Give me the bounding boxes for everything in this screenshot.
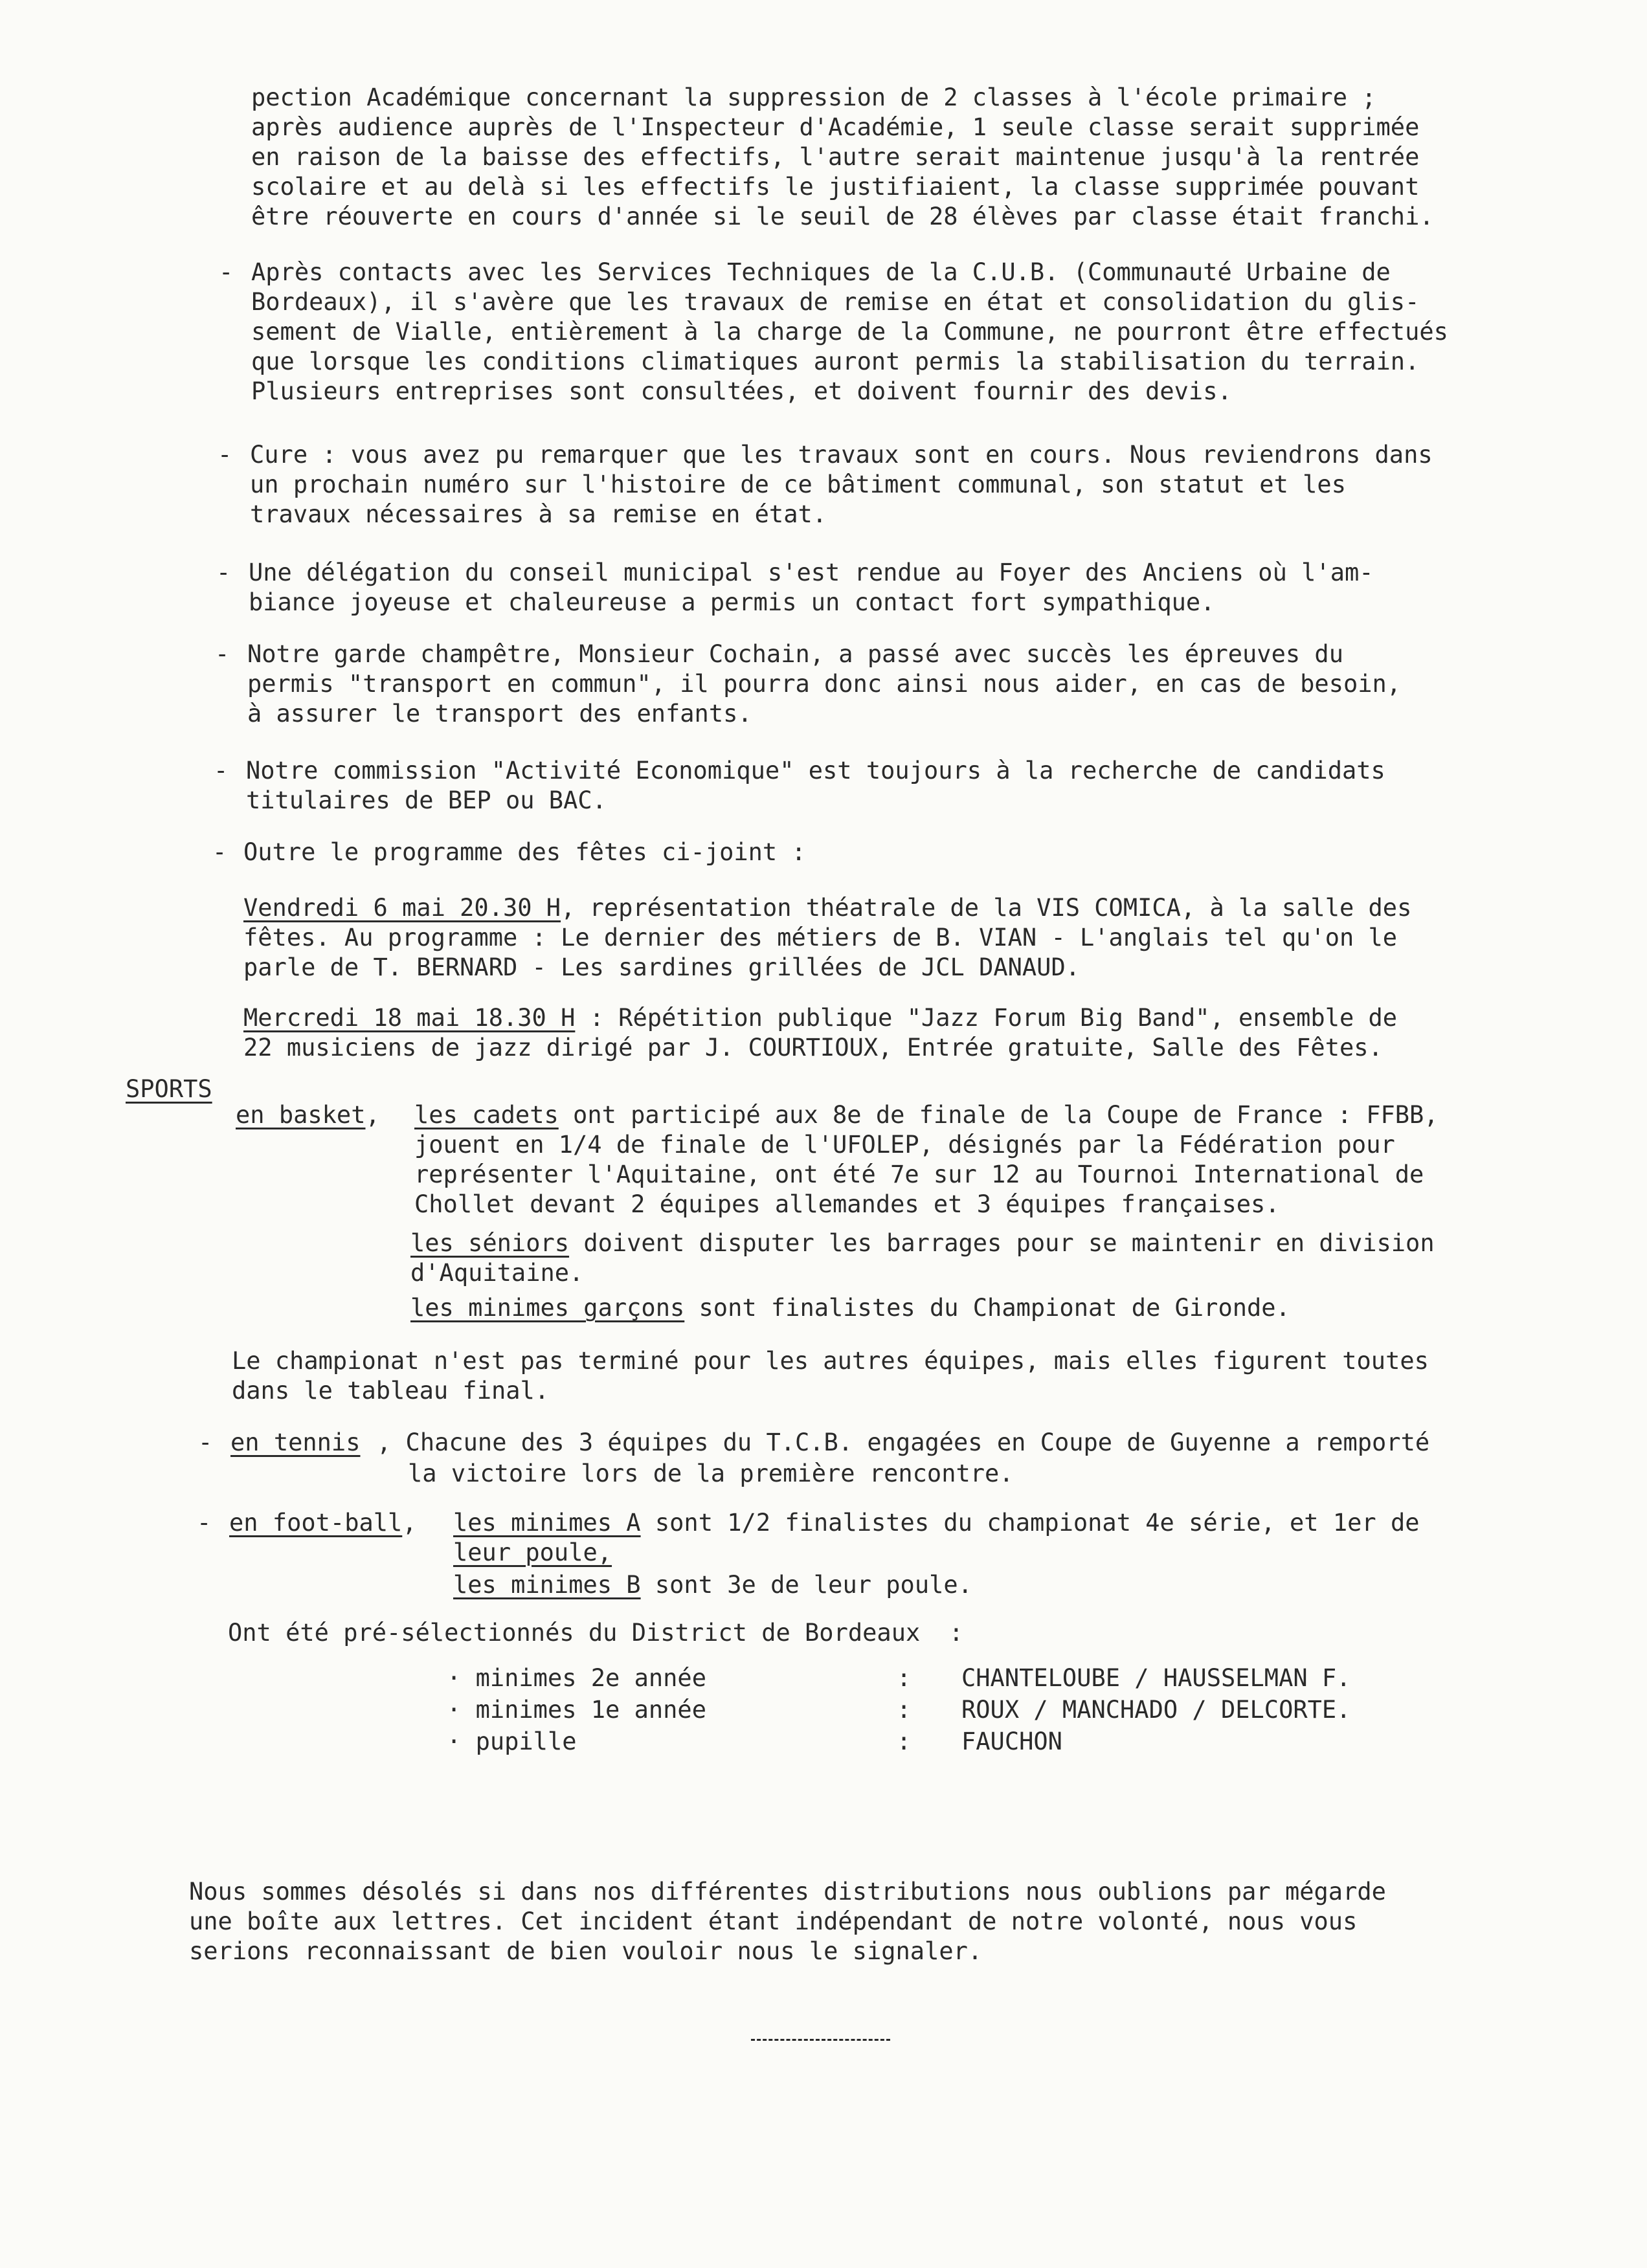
team-label: les minimes garçons [410,1294,685,1322]
table-row: · pupille : FAUCHON [447,1728,1062,1755]
basket-seniors: les séniors doivent disputer les barrages pour se maintenir en division d'Aquitaine. [410,1229,1435,1287]
team-label: les minimes B [453,1571,641,1599]
bullet-dash: - [212,838,227,866]
event-date: Mercredi 18 mai 18.30 H [243,1004,576,1032]
bullet-dash: - [197,1509,212,1537]
bullet-dash: - [219,258,234,286]
event-vendredi: Vendredi 6 mai 20.30 H, représentation théatrale de la VIS COMICA, à la salle des fêtes. Au programme : Le dernier des métiers de B. VIAN - L'anglais tel qu'on le parle de T. BERNARD - Les sardines grillées de JCL DANAUD. [243,894,1412,981]
bullet-dash: - [218,441,232,469]
event-date: Vendredi 6 mai 20.30 H [243,894,561,922]
basket-cadets: les cadets ont participé aux 8e de finale de la Coupe de France : FFBB, jouent en 1/4 de finale de l'UFOLEP, désignés par la Fédération pour représenter l'Aquitaine, ont été 7e sur 12 au Tournoi International de Chollet devant 2 équipes allemandes et 3 équipes françaises. [414,1101,1439,1218]
paragraph-commission: Notre commission "Activité Economique" est toujours à la recherche de candidats titulaires de BEP ou BAC. [246,757,1385,814]
end-separator [751,2039,890,2041]
tennis-line2: la victoire lors de la première rencontre. [408,1460,1014,1487]
table-row: · minimes 1e année : ROUX / MANCHADO / DELCORTE. [447,1696,1351,1724]
paragraph-ecoles: pection Académique concernant la suppression de 2 classes à l'école primaire ; après audience auprès de l'Inspecteur d'Académie, 1 seule classe serait supprimée en raison de la baisse des effectifs, l'autre serait maintenue jusqu'à la rentrée scolaire et au delà si les effectifs le justifiaient, la classe supprimée pouvant être réouverte en cours d'année si le seuil de 28 élèves par classe était franchi. [251,83,1434,230]
team-label: les minimes A [453,1509,641,1537]
tennis-label-line: en tennis [230,1429,361,1456]
paragraph-cure: Cure : vous avez pu remarquer que les travaux sont en cours. Nous reviendrons dans un prochain numéro sur l'histoire de ce bâtiment communal, son statut et les travaux nécessaires à sa remise en état. [250,441,1433,528]
sports-heading: SPORTS [126,1075,212,1103]
table-row: · minimes 2e année : CHANTELOUBE / HAUSSELMAN F. [447,1664,1351,1692]
bullet-dash: - [198,1429,213,1456]
paragraph-outre: Outre le programme des fêtes ci-joint : [243,838,806,866]
foot-label-line: en foot-ball, [229,1509,417,1537]
selection-table [447,1663,1350,1759]
bullet-dash: - [215,640,230,668]
tennis-text: , Chacune des 3 équipes du T.C.B. engagées en Coupe de Guyenne a remporté [377,1429,1430,1456]
bullet-dash: - [216,559,231,586]
team-label: les séniors [410,1229,570,1257]
bullet-dash: - [214,757,229,784]
paragraph-garde: Notre garde champêtre, Monsieur Cochain, a passé avec succès les épreuves du permis "transport en commun", il pourra donc ainsi nous aider, en cas de besoin, à assurer le transport des enfants. [247,640,1402,728]
paragraph-closing: Nous sommes désolés si dans nos différentes distributions nous oublions par mégarde une boîte aux lettres. Cet incident étant indépendant de notre volonté, nous vous serions reconnaissant de bien vouloir nous le signaler. [189,1878,1386,1965]
event-mercredi: Mercredi 18 mai 18.30 H : Répétition publique "Jazz Forum Big Band", ensemble de 22 musiciens de jazz dirigé par J. COURTIOUX, Entrée gratuite, Salle des Fêtes. [243,1004,1398,1062]
paragraph-cub: Après contacts avec les Services Techniques de la C.U.B. (Communauté Urbaine de Bordeaux), il s'avère que les travaux de remise en état et consolidation du glis- sement de Vialle, entièrement à la charge de la Commune, ne pourront être effectués que lorsque les conditions climatiques auront permis la stabilisation du terrain. Plusieurs entreprises sont consultées, et doivent fournir des devis. [251,258,1448,405]
foot-minimes-b: les minimes B sont 3e de leur poule. [453,1571,972,1599]
foot-minimes-a: les minimes A sont 1/2 finalistes du championat 4e série, et 1er de leur poule, [453,1509,1420,1566]
paragraph-anciens: Une délégation du conseil municipal s'est rendue au Foyer des Anciens où l'am- biance joyeuse et chaleureuse a permis un contact fort sympathique. [249,559,1374,616]
preselection-heading: Ont été pré-sélectionnés du District de Bordeaux : [228,1619,964,1647]
paragraph-championat: Le championat n'est pas terminé pour les autres équipes, mais elles figurent toutes dans le tableau final. [232,1347,1429,1405]
basket-minimes: les minimes garçons sont finalistes du Championat de Gironde. [410,1294,1290,1322]
team-label: les cadets [414,1101,559,1129]
basket-label-line: en basket, [236,1101,380,1129]
